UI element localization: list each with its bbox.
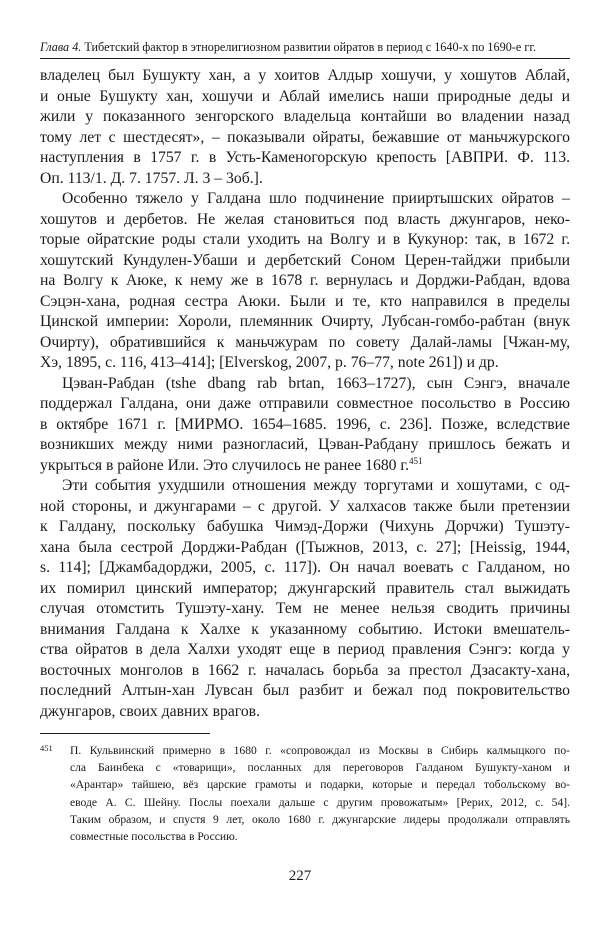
text-line: Эти события ухудшили отношения между торгутами и хошутами, с од- xyxy=(62,477,570,494)
text-line: последний Алтын-хан Лувсан был разбит и бежал под покровительство xyxy=(40,682,570,699)
text-line: поддержал Галдана, они даже отправили совместное посольство в Россию xyxy=(40,395,570,412)
text-line: хошутский Кундулен-Убаши и дербетский Соном Церен-тайджи прибыли xyxy=(40,251,570,269)
text-line: на Волгу к Аюке, к нему же в 1678 г. вернулась и Дорджи-Рабдан, вдова xyxy=(40,272,570,289)
header-rule xyxy=(40,58,570,59)
text-line: и оные Бушукту хан, хошучи и Аблай имелись наши природные деды и xyxy=(40,87,570,105)
text-line: восточных монголов в 1662 г. началась борьба за престол Дзасакту-хана, xyxy=(40,661,570,679)
footnote-line: сла Баинбека с «товарищи», посланных для переговоров Галданом Бушукту-ханом и xyxy=(70,761,570,775)
text-line: к Галдану, поскольку бабушка Чимэд-Доржи (Чихунь Дорчжи) Тушэту- xyxy=(40,518,570,535)
footnote-line: «Арантар» тайшею, вёз царские грамоты и подарки, которые и передал тобольскому во- xyxy=(70,778,570,792)
text-line: ства ойратов в дела Халхи уходят еще в период правления Сэнгэ: когда у xyxy=(40,641,570,658)
text-line: внимания Галдана к Халхе к указанному событию. Истоки вмешатель- xyxy=(40,620,570,638)
footnote xyxy=(40,742,570,845)
footnote-text xyxy=(70,742,570,845)
text-line: хана была сестрой Дорджи-Рабдан ([Тыжнов, 2013, с. 27]; [Heissig, 1944, xyxy=(40,538,570,556)
text-line: Хэ, 1895, с. 116, 413–414]; [Elverskog, 2007, p. 76–77, note 261]) и др. xyxy=(40,354,499,371)
text-line: тому лет с шестдесят», – показывали ойраты, бежавшие от маньчжурского xyxy=(40,128,570,146)
text-line: в октябре 1671 г. [МИРМО. 1654–1685. 1996, с. 236]. Позже, вследствие xyxy=(40,415,570,433)
text-line: ной стороны, и джунгарами – с другой. У халхасов также были претензии xyxy=(40,497,570,515)
text-line: Цинской империи: Хороли, племянник Очирту, Лубсан-гомбо-рабтан (внук xyxy=(40,313,570,330)
text-line: случая отомстить Тушэту-хану. Тем не менее нельзя сводить причины xyxy=(40,600,570,617)
text-line xyxy=(40,456,570,477)
running-header xyxy=(40,40,570,54)
footnote-rule xyxy=(40,733,210,734)
footnote-line: совместные посольства в Россию. xyxy=(70,829,238,843)
text-line: жили у показанного зенгорского владельца контайши во владении назад xyxy=(40,108,570,125)
text-line-content: укрыться в районе Или. Это случилось не ранее 1680 г. xyxy=(40,456,410,474)
text-line: Очирту), обратившийся к маньчжурам по совету Далай-ламы [Чжан-му, xyxy=(40,333,570,351)
text-line: возникших между ними разногласий, Цэван-Рабдану пришлось бежать и xyxy=(40,436,570,453)
chapter-label: Глава 4. xyxy=(40,40,82,54)
text-line: Оп. 113/1. Д. 7. 1757. Л. 3 – 3об.]. xyxy=(40,169,263,187)
text-line: s. 114]; [Джамбадорджи, 2005, с. 117]). Он начал воевать с Галданом, но xyxy=(40,559,570,576)
chapter-title: Тибетский фактор в этнорелигиозном развитии ойратов в период с 1640-х по 1690-е гг. xyxy=(84,40,536,54)
text-line: их помирил цинский император; джунгарский правитель стал выжидать xyxy=(40,579,570,597)
page-number: 227 xyxy=(288,868,312,884)
footnote-number: 451 xyxy=(40,743,53,753)
text-line: Сэцэн-хана, родная сестра Аюки. Были и те, кто направился в пределы xyxy=(40,292,570,310)
text-line: Особенно тяжело у Галдана шло подчинение прииртышских ойратов – xyxy=(62,190,570,207)
text-line: хошутов и дербетов. Не желая становиться под власть джунгаров, неко- xyxy=(40,210,570,228)
footnote-line: П. Кульвинский примерно в 1680 г. «сопровождал из Москвы в Сибирь калмыцкого по- xyxy=(70,744,570,757)
text-line: владелец был Бушукту хан, а у хоитов Алдыр хошучи, у хошутов Аблай, xyxy=(40,67,570,84)
text-line: наступления в 1757 г. в Усть-Каменогорскую крепость [АВПРИ. Ф. 113. xyxy=(40,149,570,166)
text-line: джунгаров, своих давних врагов. xyxy=(40,702,260,720)
footnote-reference[interactable]: 451 xyxy=(409,455,423,466)
text-line: Цэван-Рабдан (tshe dbang rab brtan, 1663–1727), сын Сэнгэ, вначале xyxy=(62,374,570,392)
text-line: торые ойратские роды стали уходить на Волгу и в Кукунор: так, в 1672 г. xyxy=(40,231,570,248)
main-text xyxy=(40,66,570,722)
footnote-line: Таким образом, и спустя 9 лет, около 1680 г. джунгарские лидеры продолжали отправлять xyxy=(70,812,570,826)
footnote-line: еводе А. С. Шейну. Послы поехали дальше с другим провожатым» [Рерих, 2012, с. 54]. xyxy=(70,795,570,809)
